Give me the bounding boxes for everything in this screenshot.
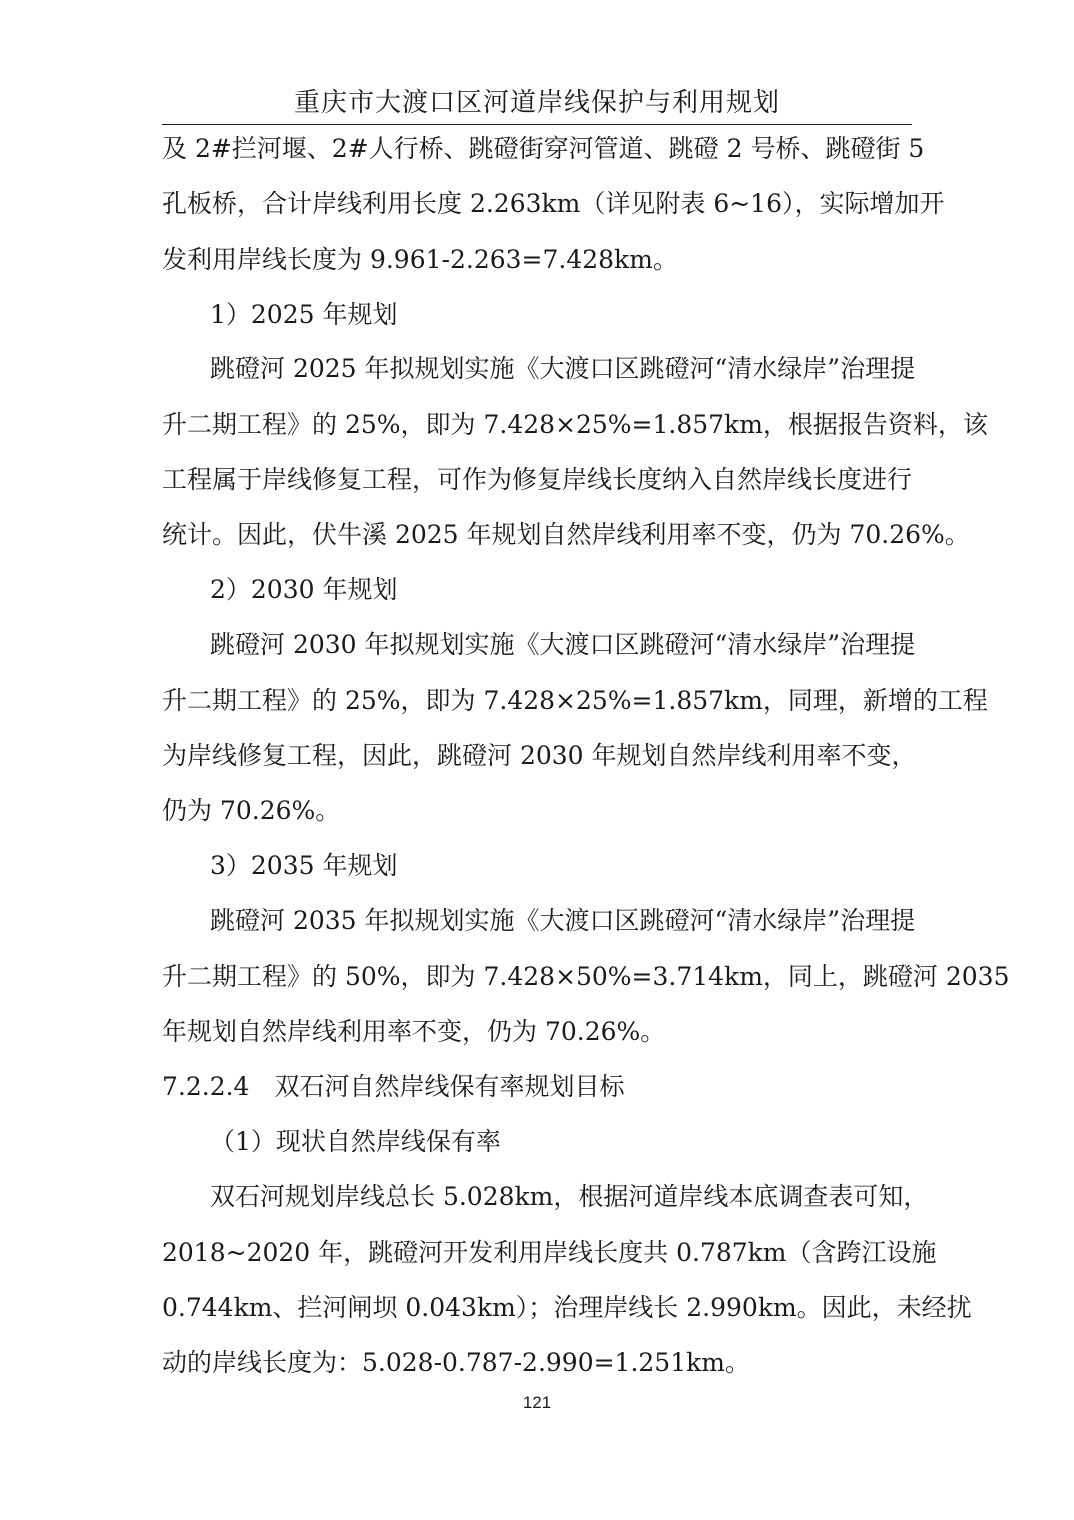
text-line: 升二期工程》的 25%，即为 7.428×25%=1.857km，根据报告资料，该 <box>162 410 988 439</box>
text-line: 仍为 70.26%。 <box>162 796 341 825</box>
text-line: 为岸线修复工程，因此，跳磴河 2030 年规划自然岸线利用率不变， <box>162 741 917 770</box>
sub-heading: 3）2035 年规划 <box>210 851 398 880</box>
text-line: 动的岸线长度为：5.028-0.787-2.990=1.251km。 <box>162 1348 750 1377</box>
page-number: 121 <box>522 1393 552 1412</box>
header-divider <box>162 124 912 125</box>
text-line: 跳磴河 2025 年拟规划实施《大渡口区跳磴河“清水绿岸”治理提 <box>210 354 916 383</box>
text-line: 0.744km、拦河闸坝 0.043km）；治理岸线长 2.990km。因此，未经扰 <box>162 1293 972 1322</box>
text-line: 发利用岸线长度为 9.961-2.263=7.428km。 <box>162 245 678 274</box>
header-title: 重庆市大渡口区河道岸线保护与利用规划 <box>293 88 780 118</box>
text-line: 及 2#拦河堰、2#人行桥、跳磴街穿河管道、跳磴 2 号桥、跳磴街 5 <box>162 134 925 163</box>
text-line: 跳磴河 2035 年拟规划实施《大渡口区跳磴河“清水绿岸”治理提 <box>210 906 916 935</box>
text-line: 跳磴河 2030 年拟规划实施《大渡口区跳磴河“清水绿岸”治理提 <box>210 630 916 659</box>
text-line: 双石河规划岸线总长 5.028km，根据河道岸线本底调查表可知， <box>210 1182 929 1211</box>
text-line: 孔板桥，合计岸线利用长度 2.263km（详见附表 6~16），实际增加开 <box>162 189 945 218</box>
sub-heading: 2）2030 年规划 <box>210 575 398 604</box>
text-line: 工程属于岸线修复工程，可作为修复岸线长度纳入自然岸线长度进行 <box>162 465 913 494</box>
text-line: 升二期工程》的 25%，即为 7.428×25%=1.857km，同理，新增的工程 <box>162 686 988 715</box>
text-line: 2018~2020 年，跳磴河开发利用岸线长度共 0.787km（含跨江设施 <box>162 1238 937 1267</box>
text-line: 年规划自然岸线利用率不变，仍为 70.26%。 <box>162 1017 666 1046</box>
section-heading: 7.2.2.4 双石河自然岸线保有率规划目标 <box>162 1072 625 1101</box>
sub-heading: （1）现状自然岸线保有率 <box>210 1127 501 1156</box>
text-line: 升二期工程》的 50%，即为 7.428×50%=3.714km，同上，跳磴河 2035 <box>162 962 1010 991</box>
text-line: 统计。因此，伏牛溪 2025 年规划自然岸线利用率不变，仍为 70.26%。 <box>162 520 970 549</box>
sub-heading: 1）2025 年规划 <box>210 300 398 329</box>
